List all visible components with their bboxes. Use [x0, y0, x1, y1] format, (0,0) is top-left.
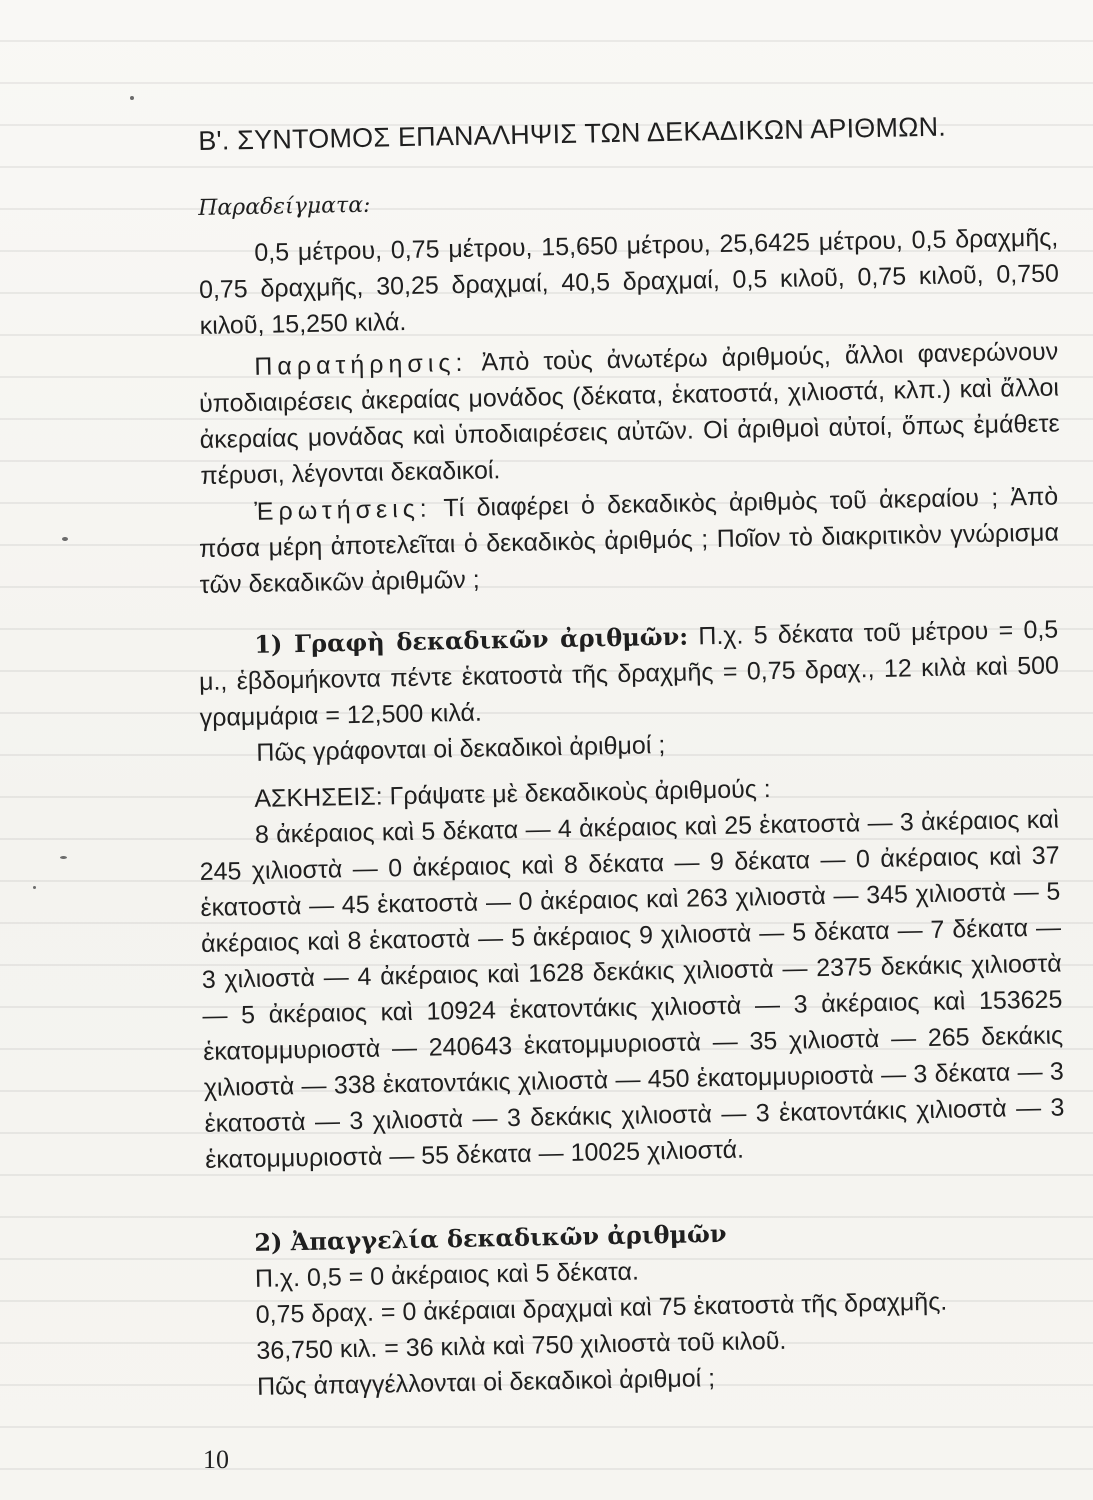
examples-block	[198, 219, 1060, 343]
section2-line: Πῶς ἀπαγγέλλονται οἱ δεκαδικοὶ ἀριθμοί ;	[256, 1364, 716, 1401]
section1-block	[198, 611, 1061, 771]
questions-block	[198, 478, 1060, 602]
exercises-intro: Γράψατε μὲ δεκαδικοὺς ἀριθμούς :	[389, 775, 771, 811]
section2-line: 36,750 κιλ. = 36 κιλὰ καὶ 750 χιλιοστὰ τοῦ κιλοῦ.	[256, 1326, 787, 1365]
examples-label: Παραδείγματα:	[198, 192, 371, 221]
exercises-block	[198, 765, 1065, 1177]
print-speck	[130, 96, 134, 100]
observation-label: Παρατήρησις:	[254, 348, 468, 381]
page-number: 10	[203, 1445, 229, 1474]
questions-paragraph	[198, 478, 1060, 602]
print-speck	[62, 537, 68, 541]
exercises-label: ΑΣΚΗΣΕΙΣ:	[254, 782, 383, 813]
exercises-paragraph: 8 ἀκέραιος καὶ 5 δέκατα — 4 ἀκέραιος καὶ 25 ἑκατοστὰ — 3 ἀκέραιος καὶ 245 χιλιοστὰ — 0 ἀκέραιος καὶ 8 δέκατα — 9 δέκατα — 0 ἀκέραιος καὶ 37 ἑκατοστὰ — 45 ἑκατοστὰ — 0 ἀκέραιος καὶ 263 χιλιοστὰ — 345 χιλιοστὰ — 5 ἀκέραιος καὶ 8 ἑκατοστὰ — 5 ἀκέραιος 9 χιλιοστὰ — 5 δέκατα — 7 δέκατα — 3 χιλιοστὰ — 4 ἀκέραιος καὶ 1628 δεκάκις χιλιοστὰ — 2375 δεκάκις χιλιοστὰ — 5 ἀκέραιος καὶ 10924 ἑκατοντάκις χιλιοστὰ — 3 ἀκέραιος καὶ 153625 ἑκατομμυριοστὰ — 240643 ἑκατομμυριοστὰ — 35 χιλιοστὰ — 265 δεκάκις χιλιοστὰ — 338 ἑκατοντάκις χιλιοστὰ — 450 ἑκατομμυριοστὰ — 3 δέκατα — 3 ἑκατοστὰ — 3 χιλιοστὰ — 3 δεκάκις χιλιοστὰ — 3 ἑκατοντάκις χιλιοστὰ — 3 ἑκατομμυριοστὰ — 55 δέκατα — 10025 χιλιοστά.	[199, 805, 1065, 1174]
observation-text: Ἀπὸ τοὺς ἀνωτέρω ἀριθμούς, ἄλλοι φανερώνουν ὑποδιαιρέσεις ἀκεραίας μονάδος (δέκατα, ἑκατοστά, χιλιοστά, κλπ.) καὶ ἄλλοι ἀκεραίας μονάδας καὶ ὑποδιαιρέσεις αὐτῶν. Οἱ ἀριθμοὶ αὐτοί, ὅπως ἐμάθετε πέρυσι, λέγονται δεκαδικοί.	[198, 337, 1060, 490]
observation-paragraph	[198, 333, 1061, 493]
section1-label: 1) Γραφὴ δεκαδικῶν ἀριθμῶν:	[254, 621, 689, 659]
section1-text: Π.χ. 5 δέκατα τοῦ μέτρου = 0,5 μ., ἑβδομήκοντα πέντε ἑκατοστὰ τῆς δραχμῆς = 0,75 δραχ., 12 κιλὰ καὶ 500 γραμμάρια = 12,500 κιλά.	[198, 615, 1060, 732]
section2-label: 2) Ἀπαγγελία δεκαδικῶν ἀριθμῶν	[254, 1218, 727, 1257]
examples-paragraph: 0,5 μέτρου, 0,75 μέτρου, 15,650 μέτρου, 25,6425 μέτρου, 0,5 δραχμῆς, 0,75 δραχμῆς, 30,25 δραχμαί, 40,5 δραχμαί, 0,5 κιλοῦ, 0,75 κιλοῦ, 0,750 κιλοῦ, 15,250 κιλά.	[198, 223, 1060, 340]
questions-text: Τί διαφέρει ὁ δεκαδικὸς ἀριθμὸς τοῦ ἀκεραίου ; Ἀπὸ πόσα μέρη ἀποτελεῖται ὁ δεκαδικὸς ἀριθμός ; Ποῖον τὸ διακριτικὸν γνώρισμα τῶν δεκαδικῶν ἀριθμῶν ;	[198, 482, 1060, 599]
observation-block	[198, 333, 1061, 493]
section2-line: 0,75 δραχ. = 0 ἀκέραιαι δραχμαὶ καὶ 75 ἑκατοστὰ τῆς δραχμῆς.	[255, 1287, 948, 1329]
section1-paragraph	[198, 611, 1060, 735]
print-speck	[60, 856, 67, 859]
section2-line: Π.χ. 0,5 = 0 ἀκέραιος καὶ 5 δέκατα.	[254, 1257, 640, 1293]
print-speck	[33, 886, 36, 889]
section-heading: Β'. ΣΥΝΤΟΜΟΣ ΕΠΑΝΑΛΗΨΙΣ ΤΩΝ ΔΕΚΑΔΙΚΩΝ ΑΡΙΘΜΩΝ.	[198, 111, 947, 156]
section1-question: Πῶς γράφονται οἱ δεκαδικοὶ ἀριθμοί ;	[256, 731, 666, 767]
questions-label: Ἐρωτήσεις:	[254, 494, 432, 526]
section2-block	[198, 1209, 1061, 1405]
